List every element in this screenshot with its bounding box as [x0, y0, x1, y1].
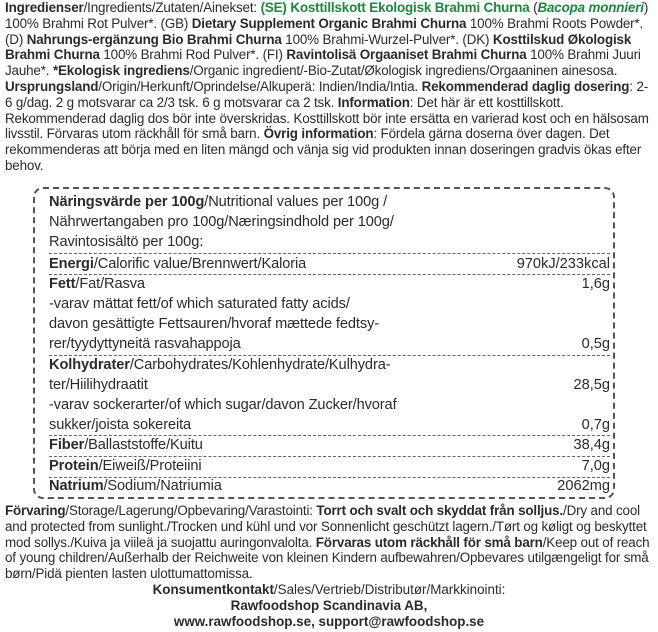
fiber-label: Fiber/Ballaststoffe/Kuitu [49, 437, 203, 453]
latin-name: Bacopa monnieri [537, 0, 644, 15]
protein-label: Protein/Eiweiß/Proteiini [49, 458, 202, 474]
fat-label: Fett/Fat/Rasva [49, 276, 145, 292]
information-label: Information [337, 94, 410, 110]
saturated-fat-value: 0,5g [581, 336, 610, 352]
saturated-fat-label-line-1: -varav mättat fett/of which saturated fatty acids/ [49, 296, 350, 312]
carbohydrates-label-line-2: ter/Hiilihydraatit [49, 377, 148, 393]
sugar-value: 0,7g [581, 417, 610, 433]
ingredients-paragraph: Ingredienser/Ingredients/Zutaten/Ainekset: (SE) Kosttillskott Ekologisk Brahmi Churna (Bacopa monnieri) 100% Brahmi Rot Pulver*. (GB) Dietary Supplement Organic Brahmi Churna 100% Brahmi Roots Powder*. (D) Nahrungs-ergänzung Bio Brahmi Churna 100% Brahmi-Wurzel-Pulver*. (DK) Kosttilskud Økologisk Brahmi Churna 100% Brahmi Rod Pulver*. (FI) Ravintolisä Orgaaniset Brahmi Churna 100% Brahmi Juuri Jauhe*. *Ekologisk ingrediens/Organic ingredient/-Bio-Zutat/Økologisk ingrediens/Orgaaninen ainesosa. Ursprungsland/Origin/Herkunft/Oprindelse/Alkuperä: Indien/India/Intia. Rekommenderad daglig dosering: 2-6 g/dag. 2 g motsvarar ca 2/3 tsk. 6 g motsvarar ca 2 tsk. Information: Det här är ett kosttillskott. Rekommenderad daglig dos bör inte överskridas. Kosttillskott bör inte ersätta en varierad kost och en hälsosam livsstil. Förvaras utom räckhåll för små barn. Övrig information: Fördela gärna doserna över dagen. Det rekommenderas att börja med en liten mängd och vänja sig vid produkten innan doseringen gradvis ökas efter behov. [5, 0, 649, 173]
protein-value: 7,0g [581, 458, 610, 474]
carbohydrates-label: Kolhydrater/Carbohydrates/Kohlenhydrate/Kulhydra- [49, 357, 391, 373]
eco-ingredient-label: *Ekologisk ingrediens [52, 63, 190, 79]
fiber-value: 38,4g [573, 437, 610, 453]
sodium-value: 2062mg [557, 478, 610, 494]
storage-heading: Förvaring [5, 503, 66, 518]
product-name-se: (SE) Kosttillskott Ekologisk Brahmi Churna [260, 0, 530, 15]
nutrition-header-line-2: Nährwertangaben pro 100g/Næringsindhold per 100g/ [49, 214, 394, 230]
ingredients-heading: Ingredienser [5, 0, 84, 15]
dosage-label: Rekommenderad daglig dosering [421, 78, 630, 94]
saturated-fat-label-line-3: rer/tyydyttyneitä rasvahappoja [49, 336, 241, 352]
product-name-d: Nahrungs-ergänzung Bio Brahmi Churna [26, 31, 282, 47]
saturated-fat-label-line-2: davon gesättigte Fettsauren/hvoraf mættede fedtsy- [49, 316, 380, 332]
sugar-label-line-1: -varav sockerarter/of which sugar/davon Zucker/hvoraf [49, 397, 397, 413]
sodium-label: Natrium/Sodium/Natriumia [49, 478, 222, 494]
origin-label: Ursprungsland [5, 78, 99, 94]
product-name-gb: Dietary Supplement Organic Brahmi Churna [191, 15, 467, 31]
sugar-label-line-2: sukker/joista sokereita [49, 417, 192, 433]
nutrition-divider [49, 253, 610, 254]
nutrition-header-line-1: Näringsvärde per 100g/Nutritional values per 100g / [49, 194, 388, 210]
contact-web-email: www.rawfoodshop.se, support@rawfoodshop.se [173, 614, 485, 629]
storage-paragraph: Förvaring/Storage/Lagerung/Opbevaring/Varastointi: Torrt och svalt och skyddat från solljus./Dry and cool and protected from sunlight./Trocken und kühl und vor Sonnenlicht geschützt lagern./Tørt og køligt og beskyttet mod sollys./Kuiva ja viileä ja suojattu auringonvalolta. Förvaras utom räckhåll för små barn/Keep out of reach of young children/Außerhalb der Reichweite von kleinen Kindern aufbewahren/Opbevares utilgængeligt for små børn/Pidä pienten lasten ulottumattomissa. [5, 503, 650, 582]
consumer-contact [0, 582, 658, 630]
children-warning: Förvaras utom räckhåll för små barn [315, 534, 543, 550]
energy-label: Energi/Calorific value/Brennwert/Kaloria [49, 256, 307, 272]
storage-instruction: Torrt och svalt och skyddat från solljus. [316, 503, 564, 518]
nutrition-header-line-3: Ravintosisältö per 100g: [49, 234, 204, 250]
other-information-label: Övrig information [263, 126, 374, 142]
company-name: Rawfoodshop Scandinavia AB, [230, 598, 428, 613]
fat-value: 1,6g [581, 276, 610, 292]
product-name-dk: Kosttilskud Økologisk Brahmi Churna [5, 31, 632, 63]
contact-line-1: Konsumentkontakt/Sales/Vertrieb/Distributør/Markkinointi: [152, 582, 506, 597]
product-name-fi: Ravintolisä Orgaaniset Brahmi Churna [286, 47, 527, 63]
energy-value: 970kJ/233kcal [516, 256, 610, 272]
carbohydrates-value: 28,5g [573, 377, 610, 393]
